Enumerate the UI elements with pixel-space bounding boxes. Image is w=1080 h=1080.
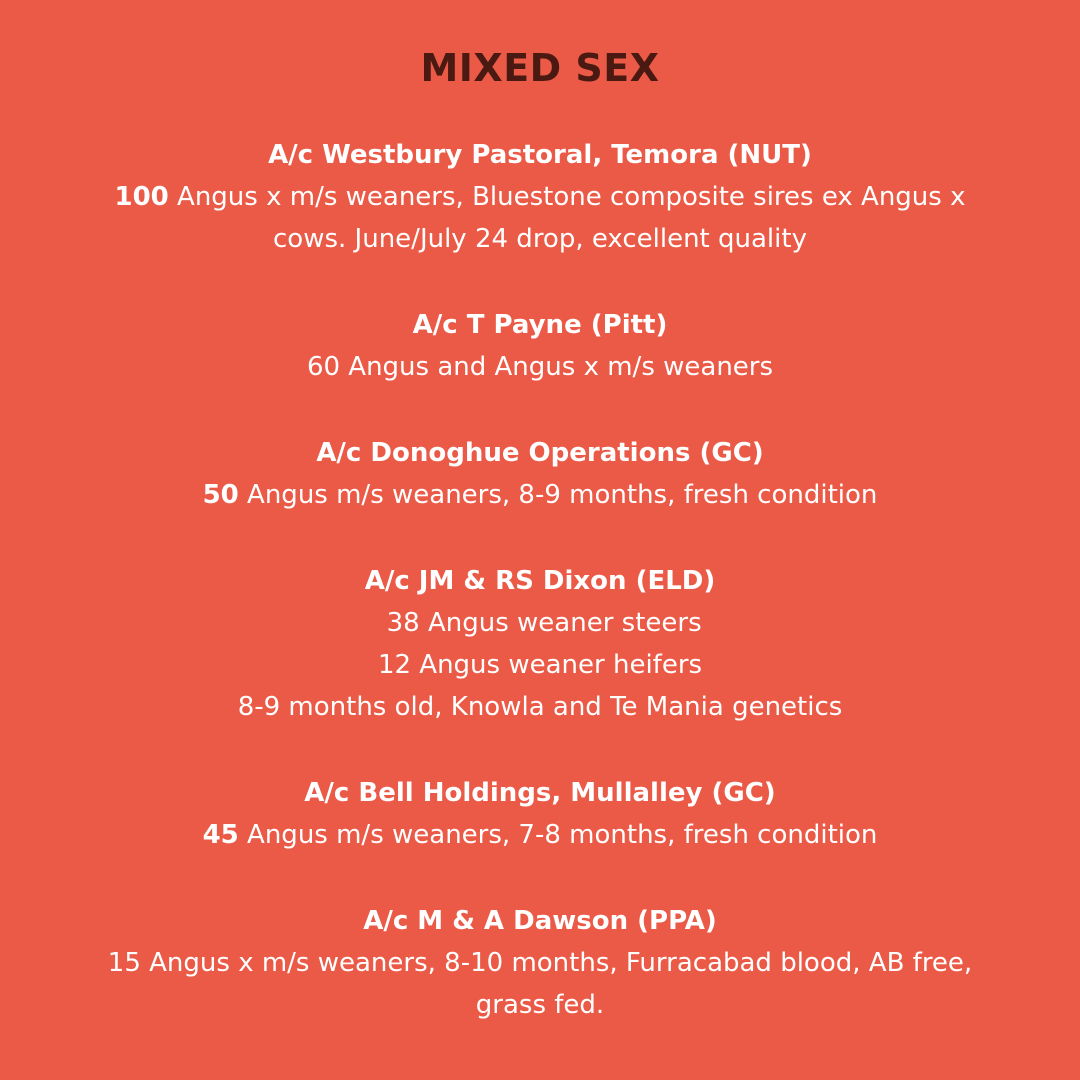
head-count: 50	[202, 480, 239, 510]
listing-description-text: Angus x m/s weaners, Bluestone composite sires ex Angus x	[168, 182, 966, 212]
listing-description-line	[30, 814, 1050, 856]
listing-description-line	[30, 474, 1050, 516]
head-count: 100	[114, 182, 169, 212]
listing-description-line	[30, 942, 1050, 984]
page-title: MIXED SEX	[420, 46, 660, 90]
listing-item	[30, 134, 1050, 260]
listing-description-line	[30, 984, 1050, 1026]
listing-description-line	[30, 218, 1050, 260]
listing-description-line	[30, 346, 1050, 388]
listing-description-text: Angus m/s weaners, 8-9 months, fresh condition	[238, 480, 878, 510]
head-count: 45	[202, 820, 239, 850]
listing-title: A/c JM & RS Dixon (ELD)	[364, 566, 716, 596]
listing-description-line	[30, 602, 1050, 644]
listing-description-text: Angus m/s weaners, 7-8 months, fresh condition	[238, 820, 878, 850]
listing-description-text: 60 Angus and Angus x m/s weaners	[306, 352, 774, 382]
listing-title: A/c M & A Dawson (PPA)	[363, 906, 717, 936]
listing-item	[30, 560, 1050, 728]
listing-description-text: 38 Angus weaner steers	[378, 608, 702, 638]
listing-description-text: 8-9 months old, Knowla and Te Mania genetics	[237, 692, 843, 722]
listing-title: A/c Donoghue Operations (GC)	[316, 438, 764, 468]
listing-item	[30, 900, 1050, 1026]
listings-list	[30, 134, 1050, 1070]
listing-item	[30, 304, 1050, 388]
listing-description-text: 12 Angus weaner heifers	[377, 650, 703, 680]
listing-description-line	[30, 686, 1050, 728]
listing-description-text: 15 Angus x m/s weaners, 8-10 months, Furracabad blood, AB free,	[107, 948, 973, 978]
listing-title: A/c Bell Holdings, Mullalley (GC)	[304, 778, 776, 808]
listing-description-text: cows. June/July 24 drop, excellent quality	[273, 224, 807, 254]
listing-description-line	[30, 176, 1050, 218]
listing-description-line	[30, 644, 1050, 686]
listing-title: A/c T Payne (Pitt)	[412, 310, 668, 340]
listing-item	[30, 772, 1050, 856]
listing-item	[30, 432, 1050, 516]
listing-description-text: grass fed.	[475, 990, 605, 1020]
listing-title: A/c Westbury Pastoral, Temora (NUT)	[268, 140, 812, 170]
